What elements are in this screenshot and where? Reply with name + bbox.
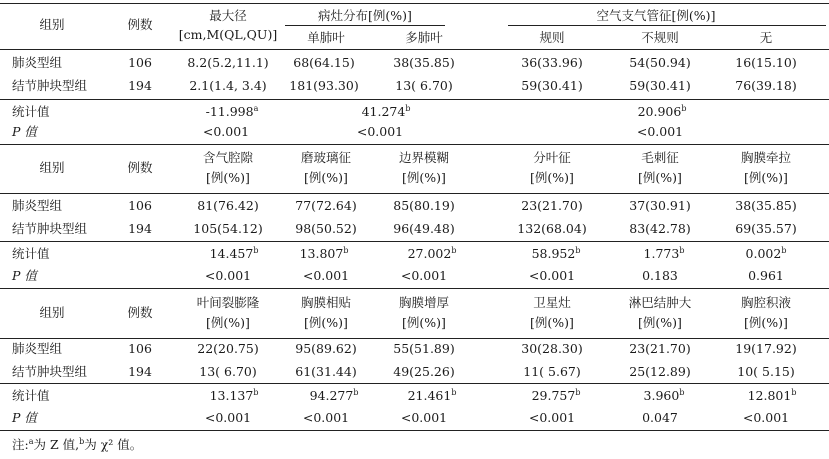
p-value: <0.001: [528, 268, 576, 283]
header-col-unit: [例(%)]: [402, 170, 446, 185]
stat-value: 94.277$^b$: [309, 387, 359, 403]
header-col: 分叶征: [533, 150, 571, 165]
distribution-subrule: [285, 25, 445, 26]
header-count: 例数: [127, 160, 153, 175]
header-col: 毛刺征: [641, 150, 679, 165]
header-col-unit: [例(%)]: [744, 170, 788, 185]
table-cell: 25(12.89): [629, 364, 691, 379]
row-count: 106: [128, 55, 152, 70]
table-cell: 96(49.48): [393, 221, 455, 236]
p-value: 0.961: [748, 268, 784, 283]
table-cell: 55(51.89): [393, 341, 455, 356]
p-value: <0.001: [202, 124, 250, 139]
table-cell: 59(30.41): [521, 78, 583, 93]
stat-label: 统计值: [12, 246, 50, 261]
table-cell: 16(15.10): [735, 55, 797, 70]
table-cell: 23(21.70): [629, 341, 691, 356]
stat-value: 13.807$^b$: [299, 245, 349, 261]
bronchus-subrule: [508, 25, 826, 26]
header-col: 卫星灶: [533, 295, 571, 310]
header-col: 叶间裂膨隆: [196, 295, 260, 310]
row-count: 106: [128, 341, 152, 356]
p-value: <0.001: [636, 124, 684, 139]
header-multi-lobe: 多肺叶: [405, 30, 443, 45]
header-col: 胸膜相贴: [300, 295, 352, 310]
header-regular: 规则: [539, 30, 565, 45]
row-label: 肺炎型组: [12, 55, 63, 70]
p-value: <0.001: [204, 410, 252, 425]
table-cell: 38(35.85): [735, 198, 797, 213]
row-count: 194: [128, 78, 152, 93]
section1-body-rule: [0, 99, 829, 100]
section1-end-rule: [0, 144, 829, 145]
header-col-unit: [例(%)]: [744, 315, 788, 330]
p-value: <0.001: [742, 410, 790, 425]
p-label: P 值: [12, 124, 37, 139]
p-label: P 值: [12, 268, 37, 283]
table-cell: 37(30.91): [629, 198, 691, 213]
p-value: <0.001: [302, 268, 350, 283]
p-value: <0.001: [528, 410, 576, 425]
stat-value: 58.952$^b$: [531, 245, 581, 261]
table-cell: 19(17.92): [735, 341, 797, 356]
table-cell: 22(20.75): [197, 341, 259, 356]
table-cell: 10( 5.15): [737, 364, 795, 379]
table-cell: 8.2(5.2,11.1): [187, 55, 269, 70]
table-cell: 83(42.78): [629, 221, 691, 236]
table-cell: 38(35.85): [393, 55, 455, 70]
table-footnote: 注:$^a$为 Z 值,$^b$为 χ² 值。: [12, 436, 143, 452]
row-label: 肺炎型组: [12, 198, 63, 213]
table-cell: 132(68.04): [517, 221, 587, 236]
row-count: 194: [128, 364, 152, 379]
table-cell: 13( 6.70): [199, 364, 257, 379]
section3-header-rule: [0, 338, 829, 339]
row-label: 结节肿块型组: [12, 78, 88, 93]
p-value: 0.183: [642, 268, 678, 283]
header-none: 无: [759, 30, 773, 45]
table-cell: 76(39.18): [735, 78, 797, 93]
p-value: 0.047: [642, 410, 678, 425]
header-col: 淋巴结肿大: [628, 295, 692, 310]
stat-value: 0.002$^b$: [745, 245, 787, 261]
stat-value: 14.457$^b$: [209, 245, 259, 261]
section2-end-rule: [0, 288, 829, 289]
table-cell: 85(80.19): [393, 198, 455, 213]
row-label: 结节肿块型组: [12, 364, 88, 379]
table-cell: 95(89.62): [295, 341, 357, 356]
table-cell: 61(31.44): [295, 364, 357, 379]
section1-header-rule: [0, 49, 829, 50]
stat-label: 统计值: [12, 388, 50, 403]
table-cell: 54(50.94): [629, 55, 691, 70]
row-count: 194: [128, 221, 152, 236]
table-top-rule: [0, 3, 829, 4]
header-count: 例数: [127, 17, 153, 32]
header-distribution: 病灶分布[例(%)]: [318, 8, 412, 23]
header-single-lobe: 单肺叶: [307, 30, 345, 45]
table-cell: 36(33.96): [521, 55, 583, 70]
header-col-unit: [例(%)]: [530, 170, 574, 185]
table-cell: 181(93.30): [289, 78, 359, 93]
p-value: <0.001: [356, 124, 404, 139]
table-cell: 49(25.26): [393, 364, 455, 379]
stat-value: -11.998$^a$: [205, 103, 259, 119]
row-count: 106: [128, 198, 152, 213]
header-col-unit: [例(%)]: [638, 315, 682, 330]
header-col: 磨玻璃征: [300, 150, 352, 165]
header-col: 边界模糊: [398, 150, 450, 165]
header-col: 胸膜增厚: [398, 295, 450, 310]
header-group: 组别: [39, 17, 65, 32]
header-col-unit: [例(%)]: [206, 315, 250, 330]
header-col-unit: [例(%)]: [402, 315, 446, 330]
stat-value: 20.906$^b$: [637, 103, 687, 119]
section2-header-rule: [0, 193, 829, 194]
table-cell: 11( 5.67): [523, 364, 581, 379]
section2-body-rule: [0, 241, 829, 242]
header-col-unit: [例(%)]: [206, 170, 250, 185]
table-cell: 98(50.52): [295, 221, 357, 236]
header-group: 组别: [39, 160, 65, 175]
header-col-unit: [例(%)]: [638, 170, 682, 185]
p-value: <0.001: [400, 410, 448, 425]
header-group: 组别: [39, 305, 65, 320]
table-cell: 69(35.57): [735, 221, 797, 236]
header-maxdiam: 最大径: [209, 8, 247, 23]
header-col: 胸膜牵拉: [740, 150, 792, 165]
header-irregular: 不规则: [641, 30, 679, 45]
p-value: <0.001: [400, 268, 448, 283]
stat-value: 3.960$^b$: [643, 387, 685, 403]
p-value: <0.001: [204, 268, 252, 283]
stat-value: 29.757$^b$: [531, 387, 581, 403]
table-cell: 13( 6.70): [395, 78, 453, 93]
row-label: 结节肿块型组: [12, 221, 88, 236]
p-value: <0.001: [302, 410, 350, 425]
row-label: 肺炎型组: [12, 341, 63, 356]
table-cell: 105(54.12): [193, 221, 263, 236]
table-cell: 30(28.30): [521, 341, 583, 356]
table-cell: 81(76.42): [197, 198, 259, 213]
header-col: 胸腔积液: [740, 295, 792, 310]
header-air-bronchogram: 空气支气管征[例(%)]: [596, 8, 716, 23]
table-cell: 68(64.15): [293, 55, 355, 70]
header-count: 例数: [127, 305, 153, 320]
p-label: P 值: [12, 410, 37, 425]
header-col-unit: [例(%)]: [304, 315, 348, 330]
stat-value: 21.461$^b$: [407, 387, 457, 403]
stat-value: 41.274$^b$: [361, 103, 411, 119]
stat-value: 13.137$^b$: [209, 387, 259, 403]
table-bottom-rule: [0, 430, 829, 431]
stat-value: 1.773$^b$: [643, 245, 685, 261]
section3-body-rule: [0, 383, 829, 384]
table-cell: 77(72.64): [295, 198, 357, 213]
header-maxdiam-unit: [cm,M(QL,QU)]: [178, 27, 278, 42]
table-cell: 59(30.41): [629, 78, 691, 93]
table-cell: 2.1(1.4, 3.4): [189, 78, 267, 93]
stat-value: 12.801$^b$: [747, 387, 797, 403]
header-col-unit: [例(%)]: [304, 170, 348, 185]
stat-label: 统计值: [12, 104, 50, 119]
table-cell: 23(21.70): [521, 198, 583, 213]
header-col-unit: [例(%)]: [530, 315, 574, 330]
header-col: 含气腔隙: [202, 150, 254, 165]
stat-value: 27.002$^b$: [407, 245, 457, 261]
